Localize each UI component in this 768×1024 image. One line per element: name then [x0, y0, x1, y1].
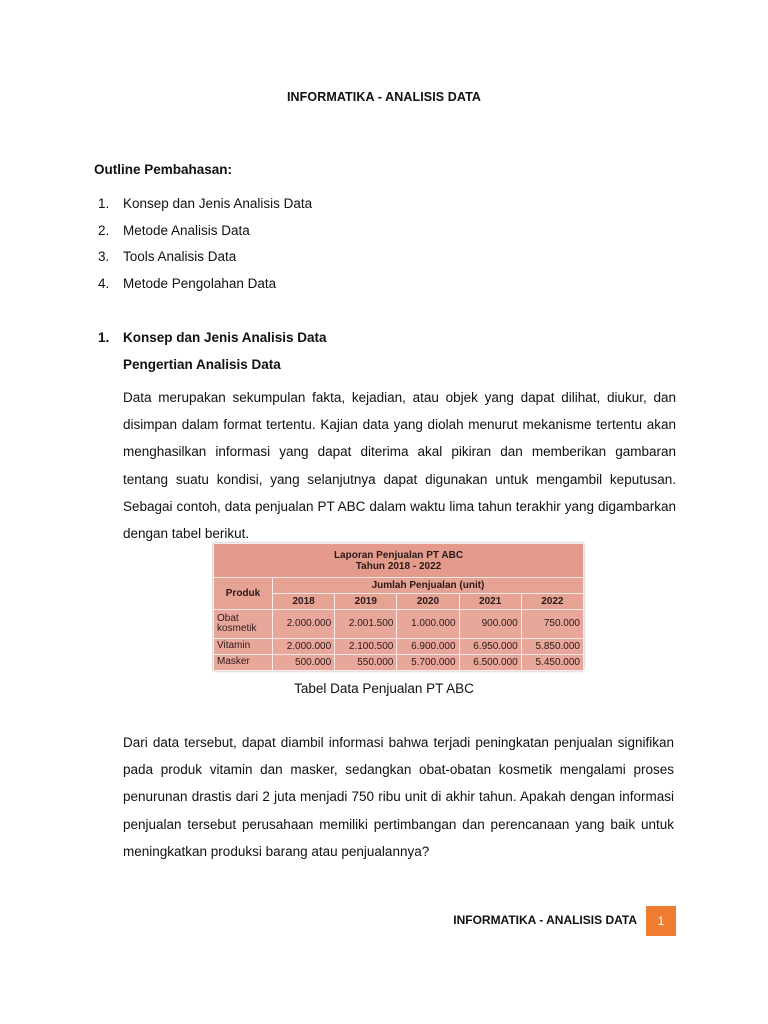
- table-row: [214, 610, 584, 638]
- body-paragraph-2: Dari data tersebut, dapat diambil informasi bahwa terjadi peningkatan penjualan signifikan pada produk vitamin dan masker, sedangkan obat-obatan kosmetik mengalami proses penurunan drastis dari 2 juta menjadi 750 ribu unit di akhir tahun. Apakah dengan informasi penjualan tersebut perusahaan memiliki pertimbangan dan perencanaan yang baik untuk meningkatkan produksi barang atau penjualannya?: [123, 735, 674, 859]
- value-cell: 6.950.000: [459, 638, 521, 654]
- section-title: Konsep dan Jenis Analisis Data: [123, 330, 327, 345]
- value-cell: 6.500.000: [459, 654, 521, 670]
- year-header: 2022: [521, 593, 583, 609]
- outline-item-label: Metode Pengolahan Data: [123, 275, 277, 291]
- table-caption: Tabel Data Penjualan PT ABC: [294, 681, 474, 696]
- sales-table: [213, 543, 584, 671]
- outline-item: [98, 249, 312, 276]
- section-konsep: [98, 330, 676, 547]
- outline-item-label: Tools Analisis Data: [123, 249, 237, 265]
- body-paragraph: Data merupakan sekumpulan fakta, kejadian, atau objek yang dapat dilihat, diukur, dan disimpan dalam format tertentu. Kajian data yang diolah menurut mekanisme tertentu akan menghasilkan informasi yang dapat diterima akal pikiran dan memberikan gambaran tentang suatu kondisi, yang selanjutnya dapat digunakan untuk mengambil keputusan. Sebagai contoh, data penjualan PT ABC dalam waktu lima tahun terakhir yang digambarkan dengan tabel berikut.: [123, 390, 676, 542]
- outline-heading: Outline Pembahasan:: [94, 162, 233, 177]
- year-header: 2020: [397, 593, 459, 609]
- product-cell: Obat kosmetik: [214, 610, 273, 638]
- value-cell: 5.450.000: [521, 654, 583, 670]
- document-title: INFORMATIKA - ANALISIS DATA: [286, 90, 482, 104]
- sales-table-subtitle: Tahun 2018 - 2022: [355, 561, 442, 573]
- outline-item-label: Konsep dan Jenis Analisis Data: [123, 196, 313, 211]
- outline-item-number: 1.: [98, 196, 110, 211]
- section-subtitle: Pengertian Analisis Data: [123, 357, 281, 372]
- sales-table-image: [213, 543, 584, 671]
- group-header: Jumlah Penjualan (unit): [273, 577, 584, 593]
- year-header: 2018: [273, 593, 335, 609]
- section-number: 1.: [98, 330, 110, 345]
- sales-table-title: [214, 544, 584, 578]
- value-cell: 2.000.000: [273, 638, 335, 654]
- value-cell: 5.850.000: [521, 638, 583, 654]
- value-cell: 5.700.000: [397, 654, 459, 670]
- outline-item-number: 2.: [98, 222, 110, 238]
- value-cell: 6.900.000: [397, 638, 459, 654]
- product-cell: Masker: [214, 654, 273, 670]
- outline-item: [98, 223, 312, 250]
- table-row: [214, 638, 584, 654]
- page-number-badge: 1: [646, 906, 676, 936]
- outline-item-number: 4.: [98, 275, 110, 291]
- outline-list: [98, 196, 312, 302]
- value-cell: 2.001.500: [335, 610, 397, 638]
- outline-item-label: Metode Analisis Data: [123, 222, 250, 238]
- year-header: 2019: [335, 593, 397, 609]
- table-row: [214, 654, 584, 670]
- outline-item: [98, 196, 312, 223]
- outline-item: [98, 276, 312, 303]
- value-cell: 500.000: [273, 654, 335, 670]
- footer-title: INFORMATIKA - ANALISIS DATA: [453, 913, 637, 927]
- year-header: 2021: [459, 593, 521, 609]
- product-header: Produk: [214, 577, 273, 609]
- product-cell: Vitamin: [214, 638, 273, 654]
- value-cell: 550.000: [335, 654, 397, 670]
- section-heading: [98, 330, 676, 357]
- value-cell: 2.000.000: [273, 610, 335, 638]
- value-cell: 2.100.500: [335, 638, 397, 654]
- outline-item-number: 3.: [98, 249, 110, 265]
- value-cell: 750.000: [521, 610, 583, 638]
- sales-table-title-text: Laporan Penjualan PT ABC: [333, 550, 464, 562]
- value-cell: 1.000.000: [397, 610, 459, 638]
- value-cell: 900.000: [459, 610, 521, 638]
